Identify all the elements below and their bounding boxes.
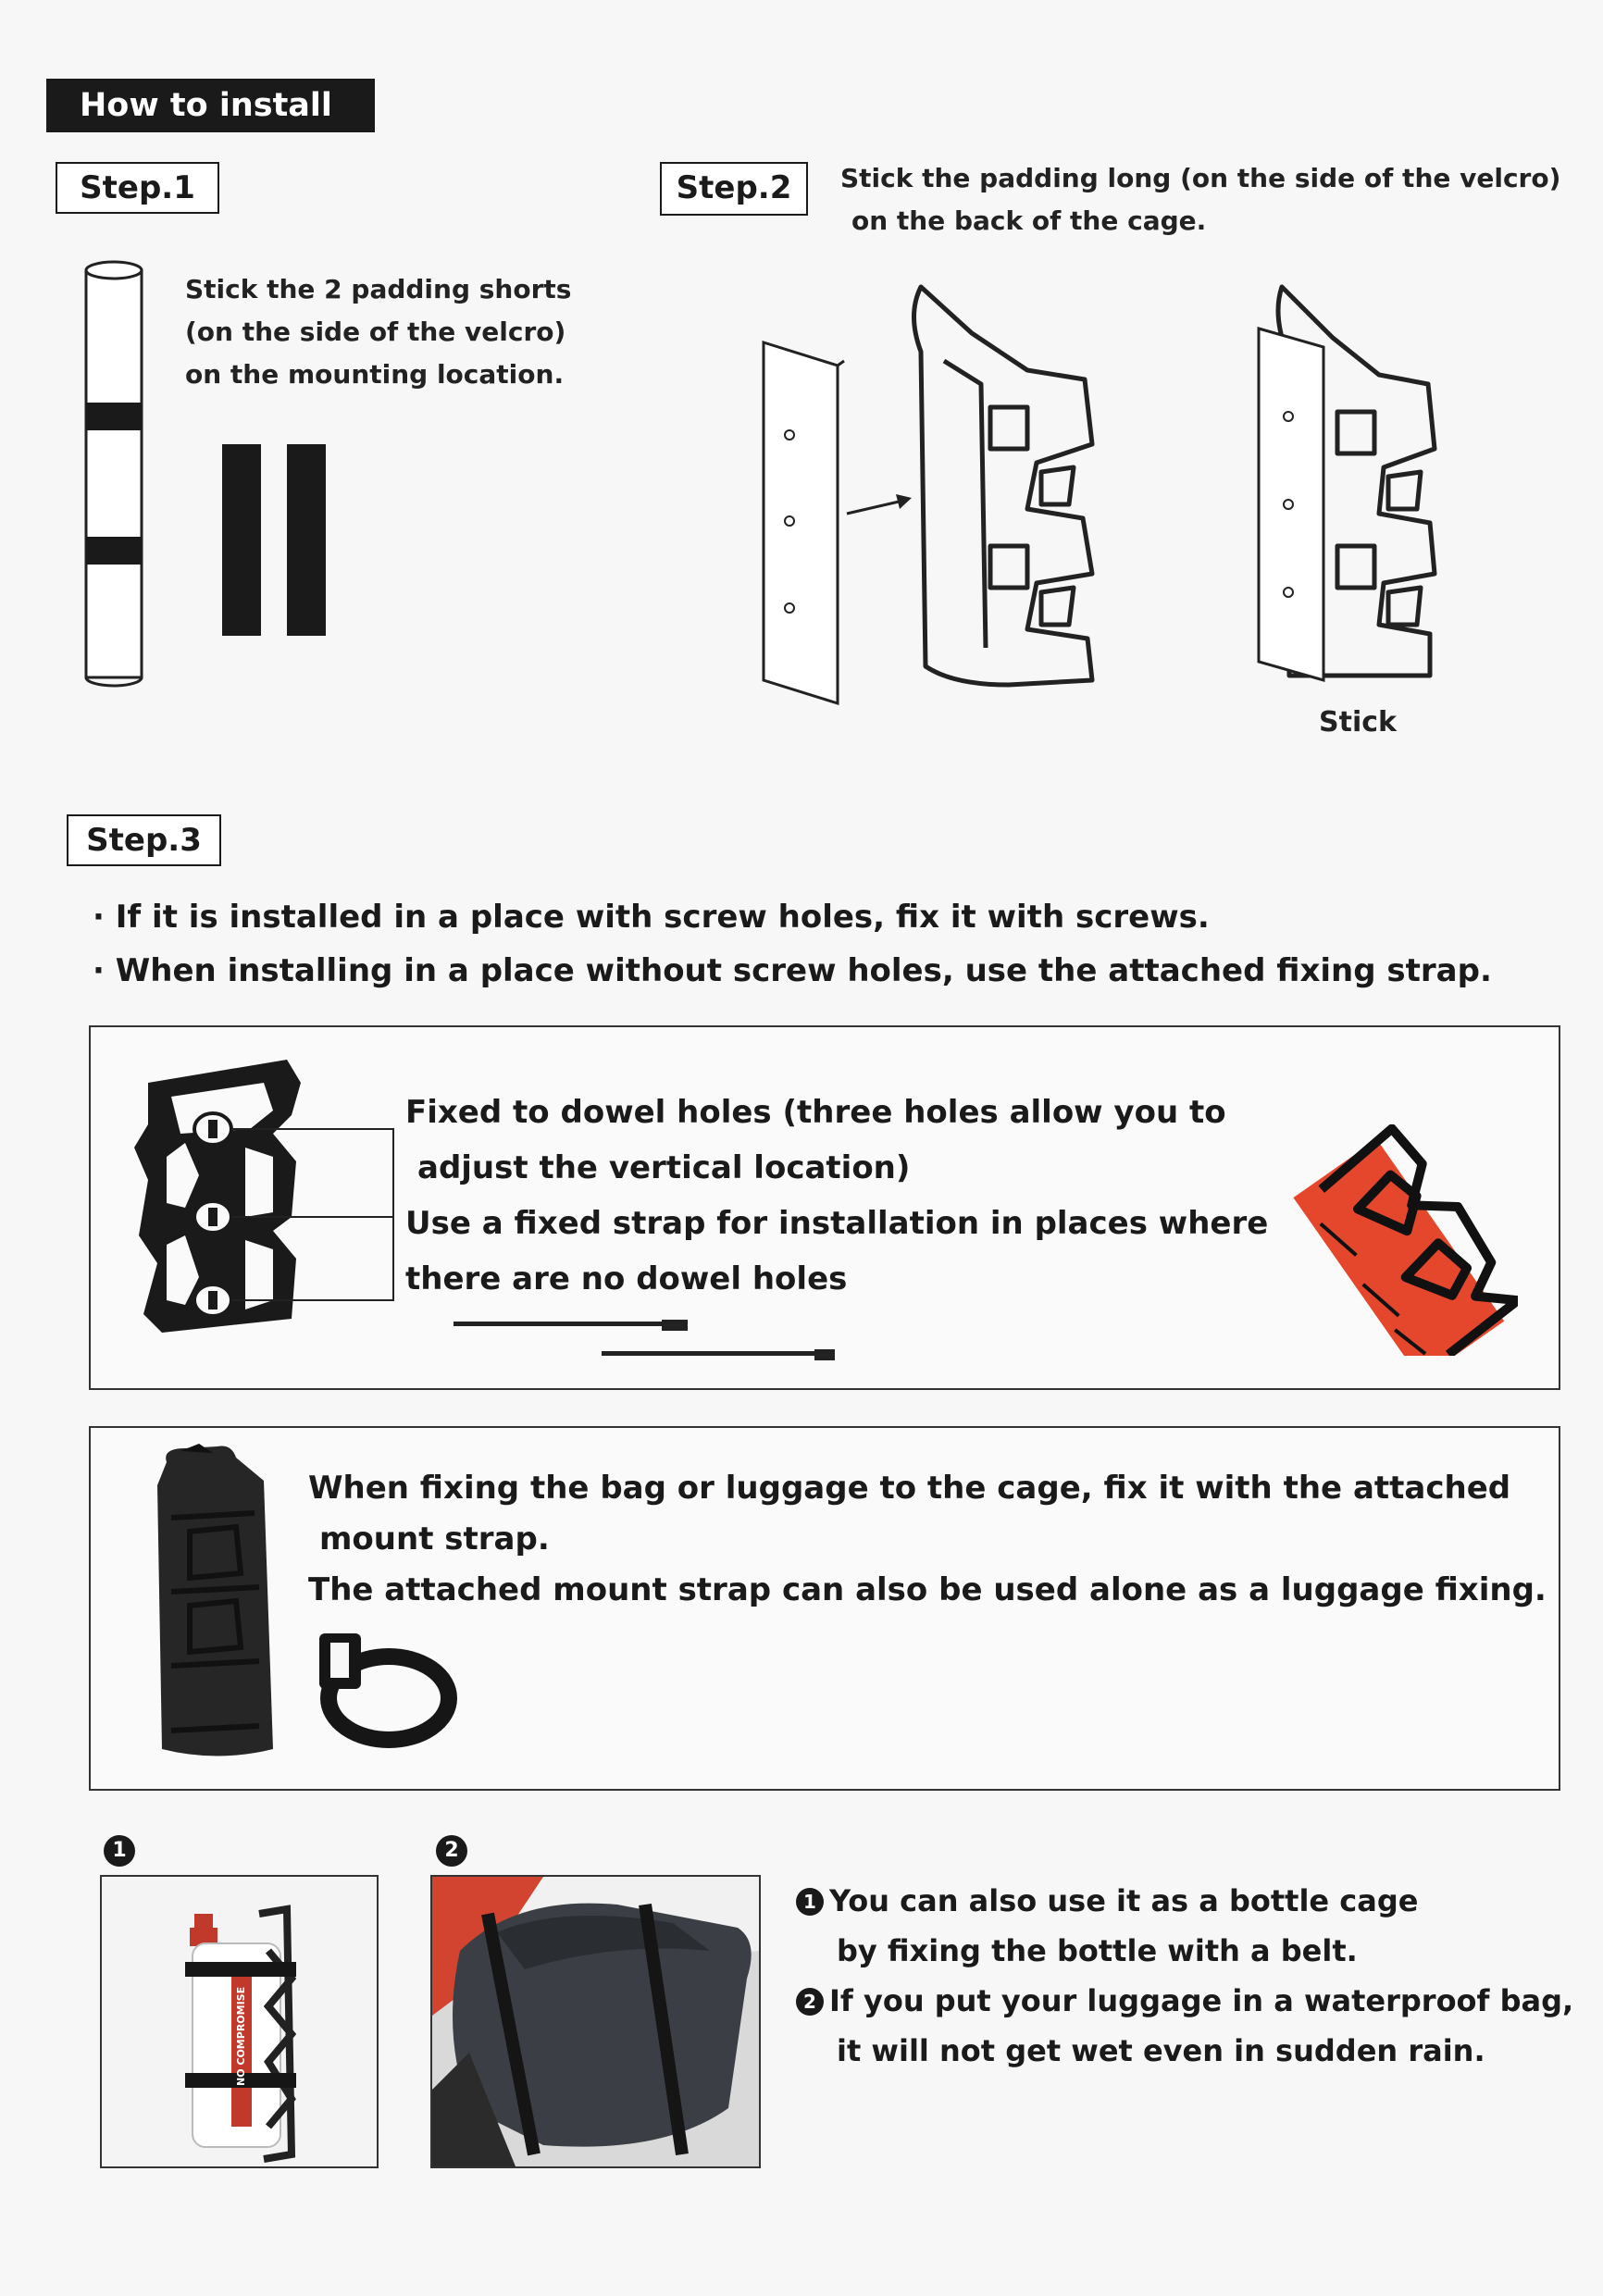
mount-strap-photo [310,1629,458,1749]
bottle-brand-text: NO COMPROMISE [235,1986,247,2086]
step3-label: Step.3 [67,814,221,866]
step2-instructions [840,157,1581,242]
panel2-line: When fixing the bag or luggage to the cage, fix it with the attached [308,1470,1511,1507]
panel1-line: there are no dowel holes [405,1260,848,1297]
step1-label: Step.1 [56,162,219,214]
bag-on-cage-photo [143,1444,282,1768]
step2-line: Stick the padding long (on the side of the velcro) [840,163,1561,193]
panel2-line: The attached mount strap can also be used alone as a luggage fixing. [308,1571,1547,1608]
photo1-number-badge: 1 [104,1835,135,1867]
waterproof-bag-photo-image [432,1877,759,2166]
tube-illustration [81,259,151,694]
waterproof-bag-photo [430,1875,761,2168]
note2-line2: it will not get wet even in sudden rain. [837,2033,1485,2068]
bottle-brand-label [230,1986,254,2086]
bottle-cage-photo [100,1875,379,2168]
step1-instructions [185,268,620,396]
note2-line1: If you put your luggage in a waterproof bag, [829,1983,1574,2018]
stick-label: Stick [1319,706,1397,738]
bullet-text: When installing in a place without screw holes, use the attached fixing strap. [115,952,1492,989]
note1-marker: 1 [796,1888,824,1916]
panel2-line: mount strap. [319,1520,550,1558]
note1-line1: You can also use it as a bottle cage [829,1883,1419,1918]
dowel-holes-text [405,1085,1294,1307]
bullet-item: · If it is installed in a place with screw holes, fix it with screws. [93,899,1210,936]
step3-bullets [93,890,1592,998]
note-2 [796,1976,1592,2026]
panel1-line: adjust the vertical location) [417,1149,911,1186]
step1-line: (on the side of the velcro) [185,316,566,347]
bullet-item: · When installing in a place without screw holes, use the attached fixing strap. [93,952,1492,989]
fixing-strap-illustration [449,1314,847,1365]
mounted-cage-photo [1291,1124,1518,1356]
padding-strips [222,444,329,639]
step2-label: Step.2 [660,162,808,216]
step1-line: Stick the 2 padding shorts [185,274,572,304]
bullet-text: If it is installed in a place with screw holes, fix it with screws. [115,899,1210,936]
photo-notes [796,1876,1592,2076]
step2-line: on the back of the cage. [851,205,1207,236]
step1-line: on the mounting location. [185,359,565,390]
page-title: How to install [46,79,375,132]
note1-line2: by fixing the bottle with a belt. [837,1933,1358,1968]
note2-marker: 2 [796,1988,824,2016]
cage-dowel-illustration [134,1055,403,1342]
note-1 [796,1876,1592,1926]
photo2-number-badge: 2 [436,1835,467,1867]
panel1-line: Fixed to dowel holes (three holes allow you to [405,1094,1226,1131]
mount-strap-text [308,1463,1548,1616]
padding-and-cage-illustration [759,278,1129,713]
cage-with-padding-illustration [1245,278,1467,694]
panel1-line: Use a fixed strap for installation in places where [405,1205,1269,1242]
